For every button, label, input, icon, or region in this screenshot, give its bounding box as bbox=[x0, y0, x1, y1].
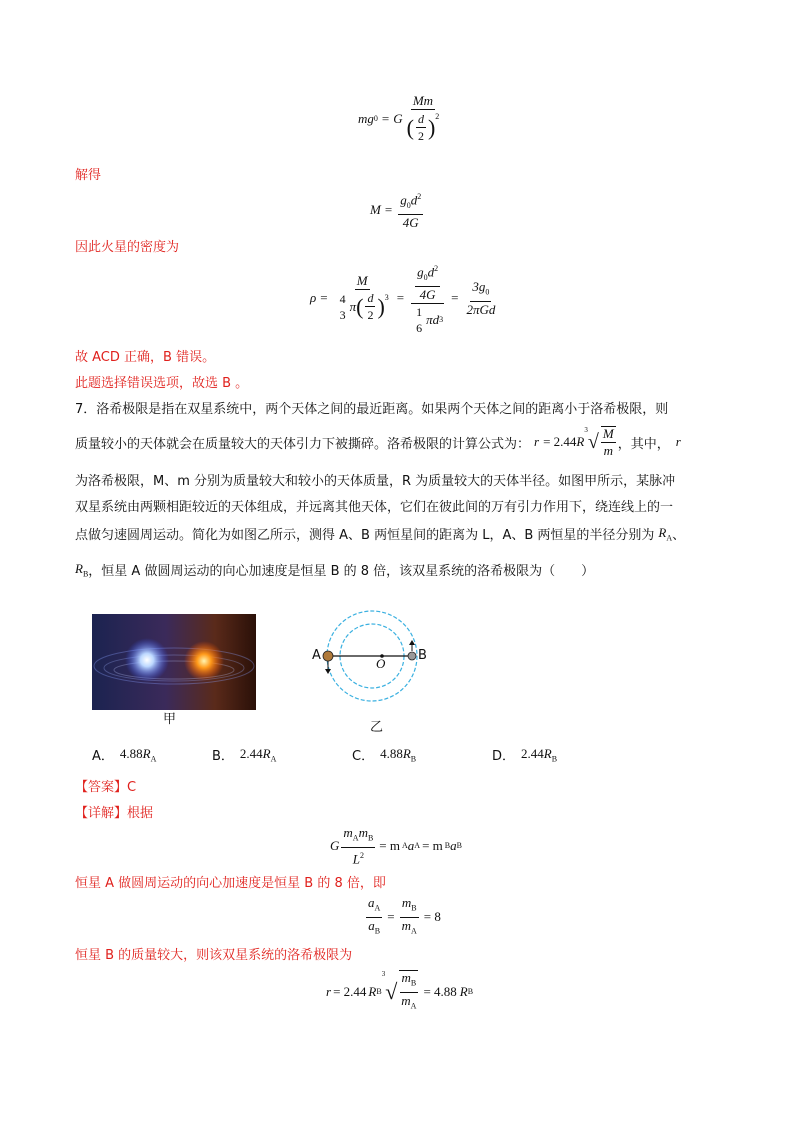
roche-formula: r = 2.44 R 3 √ $\frac{M}{m}$ bbox=[534, 426, 614, 458]
formula-density: ρ = M 4 3 π ( $\frac{d}{2}$ ) $^3$ = $\frac{g_0d^2}{4G}$ 1 6 πd 3 = $\frac{3g_0}{\text{2πGd}}$ bbox=[310, 264, 496, 335]
question-line-6: $R_B$ ，恒星 A 做圆周运动的向心加速度是恒星 B 的 8 倍，该双星系统的洛希极限为（ ） bbox=[75, 560, 595, 579]
question-line-2: 质量较小的天体就会在质量较大的天体引力下被撕碎。洛希极限的计算公式为： r = 2.44 R 3 √ $\frac{M}{m}$ ，其中， r bbox=[75, 426, 681, 458]
star-A bbox=[323, 651, 333, 661]
detail-label: 【详解】根据 bbox=[75, 806, 154, 821]
text-density: 因此火星的密度为 bbox=[75, 240, 180, 255]
label-A: A bbox=[312, 648, 321, 663]
question-line-3: 为洛希极限，M、m 分别为质量较大和较小的天体质量，R 为质量较大的天体半径。如图甲所示，某脉冲 bbox=[75, 474, 676, 489]
caption-jia: 甲 bbox=[163, 712, 177, 727]
label-O: O bbox=[376, 656, 386, 671]
blue-star bbox=[125, 638, 169, 682]
figure-binary-photo bbox=[92, 614, 256, 710]
caption-yi: 乙 bbox=[370, 720, 384, 735]
option-c[interactable]: C． $4.88R_B$ bbox=[352, 745, 417, 764]
question-line-1: 7．洛希极限是指在双星系统中，两个天体之间的最近距离。如果两个天体之间的距离小于洛希极限，则 bbox=[75, 402, 669, 417]
formula-ratio: $\frac{a_A}{a_B}$ = $\frac{m_B}{m_A}$ = 8 bbox=[368, 895, 441, 936]
question-line-4: 双星系统由两颗相距较近的天体组成，并远离其他天体，它们在彼此间的万有引力作用下，绕连线上的一 bbox=[75, 500, 674, 515]
option-d[interactable]: D． $2.44R_B$ bbox=[492, 745, 558, 764]
answer: 【答案】C bbox=[75, 780, 137, 795]
star-B bbox=[408, 652, 416, 660]
option-b[interactable]: B． $2.44R_A$ bbox=[212, 745, 277, 764]
conclusion-line-2: 此题选择错误选项，故选 B 。 bbox=[75, 376, 249, 391]
formula-roche-result: r = 2.44 R B 3 √ $\frac{m_B}{m_A}$ = 4.88 R B bbox=[326, 970, 473, 1013]
text-heavier: 恒星 B 的质量较大，则该双星系统的洛希极限为 bbox=[75, 948, 353, 963]
label-B: B bbox=[418, 648, 427, 663]
text-jiede: 解得 bbox=[75, 168, 102, 183]
formula-gravity: m g 0 = G Mm ( $\frac{d}{2}$ ) $^2$ bbox=[358, 93, 440, 143]
formula-gravity-binary: G $\frac{m_Am_B}{L^2}$ = m A a A = m B a B bbox=[330, 825, 462, 866]
question-line-5: 点做匀速圆周运动。简化为如图乙所示，测得 A、B 两恒星间的距离为 L，A、B 两恒星的半径分别为 $R_A$ 、 bbox=[75, 524, 686, 543]
orange-star bbox=[184, 641, 224, 681]
option-a[interactable]: A． $4.88R_A$ bbox=[92, 745, 157, 764]
formula-mass: M = $\frac{g_0d^2}{4G}$ bbox=[370, 192, 422, 230]
conclusion-line-1: 故 ACD 正确，B 错误。 bbox=[75, 350, 216, 365]
text-acceleration: 恒星 A 做圆周运动的向心加速度是恒星 B 的 8 倍，即 bbox=[75, 876, 386, 891]
